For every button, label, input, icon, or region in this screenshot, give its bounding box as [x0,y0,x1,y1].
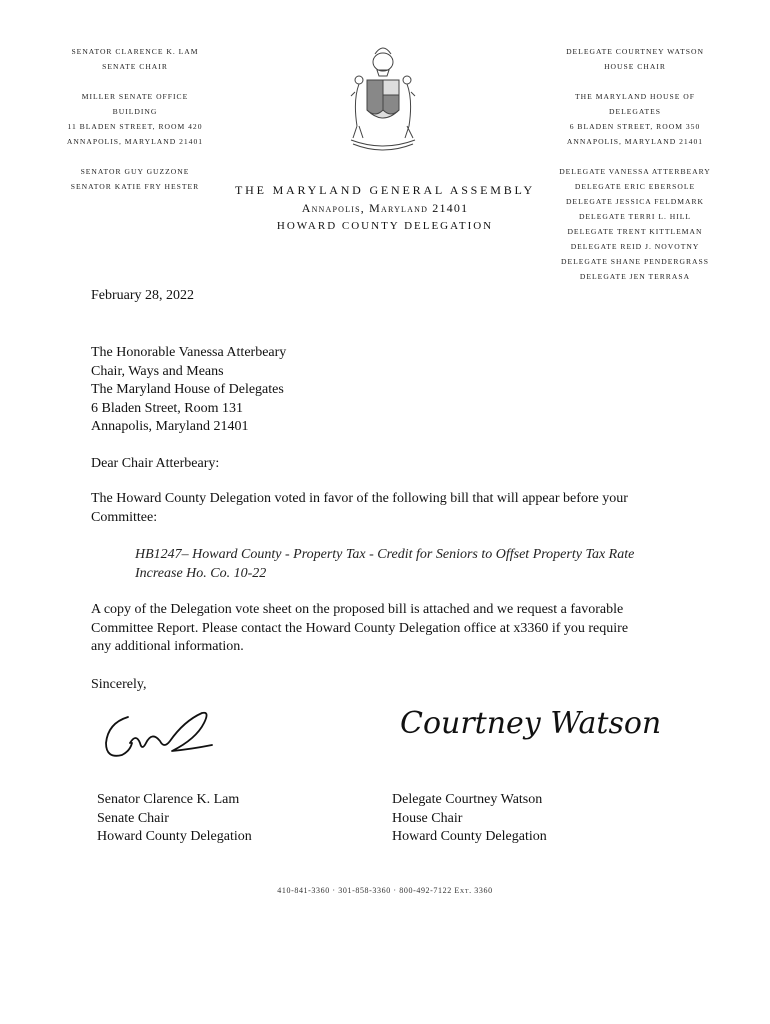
closing: Sincerely, [91,677,147,692]
house-member: DELEGATE JESSICA FELDMARK [565,197,705,206]
house-chair-name: DELEGATE COURTNEY WATSON [566,47,704,56]
house-member: DELEGATE ERIC EBERSOLE [574,182,696,191]
bill-line: HB1247– Howard County - Property Tax - Credit for Seniors to Offset Property Tax Rate [135,547,635,562]
paragraph-request [91,601,691,657]
assembly-heading [235,181,535,235]
signer-line: Senator Clarence K. Lam [97,792,240,807]
delegation-name: HOWARD COUNTY DELEGATION [276,220,494,232]
senate-office-line: ANNAPOLIS, MARYLAND 21401 [66,137,204,146]
senate-chair-name: SENATOR CLARENCE K. LAM [71,47,199,56]
signer-line: House Chair [392,810,463,826]
signer-line: Senate Chair [97,810,169,826]
senate-office-line: MILLER SENATE OFFICE BUILDING [81,92,189,116]
maryland-seal-icon [333,40,433,156]
house-member: DELEGATE TERRI L. HILL [578,212,692,221]
house-member: DELEGATE VANESSA ATTERBEARY [559,167,711,176]
paragraph-line: Committee Report. Please contact the Howard County Delegation office at x3360 if you require [91,620,629,636]
house-office-line: ANNAPOLIS, MARYLAND 21401 [566,137,704,146]
signer-right [392,791,652,847]
salutation: Dear Chair Atterbeary: [91,456,220,471]
signer-line: Howard County Delegation [97,829,252,844]
recipient-address [91,344,691,437]
house-member: DELEGATE REID J. NOVOTNY [570,242,700,251]
recipient-line: The Honorable Vanessa Atterbeary [91,345,287,360]
footer-phone-numbers: 410-841-3360 · 301-858-3360 · 800-492-7122 Ext. 3360 [277,886,493,895]
watson-signature-icon [398,693,662,755]
letter-date: February 28, 2022 [91,288,195,303]
recipient-line: The Maryland House of Delegates [91,382,284,397]
recipient-line: Annapolis, Maryland 21401 [91,419,249,434]
senate-office-line: 11 BLADEN STREET, ROOM 420 [67,122,203,131]
assembly-name: THE MARYLAND GENERAL ASSEMBLY [235,183,535,197]
senate-member: SENATOR KATIE FRY HESTER [70,182,200,191]
assembly-city: Annapolis, Maryland 21401 [301,201,469,215]
house-office-line: THE MARYLAND HOUSE OF DELEGATES [575,92,695,116]
house-office-line: 6 BLADEN STREET, ROOM 350 [569,122,701,131]
bill-reference [135,546,695,583]
signer-line: Howard County Delegation [392,829,547,844]
house-chair-title: HOUSE CHAIR [604,62,666,71]
paragraph-line: Committee: [91,509,158,525]
recipient-line: 6 Bladen Street, Room 131 [91,400,244,416]
bill-line: Increase Ho. Co. 10-22 [135,565,267,581]
house-member: DELEGATE JEN TERRASA [579,272,691,281]
letterhead-right [550,44,720,284]
recipient-line: Chair, Ways and Means [91,363,224,379]
paragraph-line: any additional information. [91,639,244,654]
house-member: DELEGATE SHANE PENDERGRASS [561,257,709,266]
lam-signature-icon [100,703,220,765]
senate-member: SENATOR GUY GUZZONE [80,167,190,176]
signer-left [97,791,357,847]
signer-line: Delegate Courtney Watson [392,792,543,807]
house-member: DELEGATE TRENT KITTLEMAN [567,227,703,236]
watson-signature-text: Courtney Watson [400,706,662,741]
letterhead-left [60,44,210,194]
senate-chair-title: SENATE CHAIR [102,62,168,71]
paragraph-line: A copy of the Delegation vote sheet on the proposed bill is attached and we request a favorable [91,602,624,617]
paragraph-line: The Howard County Delegation voted in favor of the following bill that will appear before your [91,491,628,506]
paragraph-intro [91,490,691,527]
